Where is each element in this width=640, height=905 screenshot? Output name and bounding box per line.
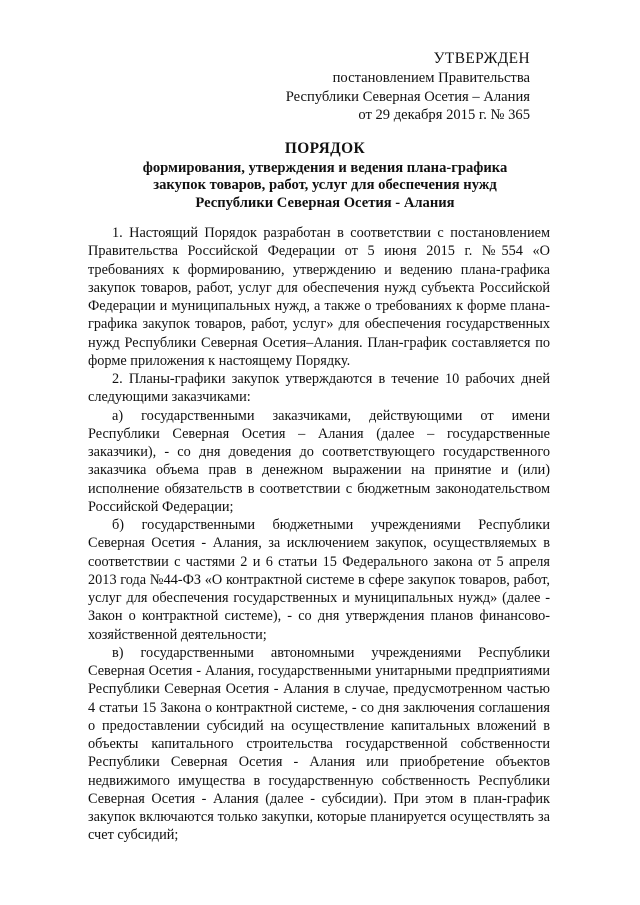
approval-line: Республики Северная Осетия – Алания	[285, 88, 530, 105]
approval-date-line: от 29 декабря 2015 г. № 365	[358, 106, 530, 123]
title-main: ПОРЯДОК	[284, 140, 366, 157]
title-line: закупок товаров, работ, услуг для обеспечения нужд	[153, 177, 497, 194]
title-line: Республики Северная Осетия - Алания	[195, 194, 455, 211]
approval-line: постановлением Правительства	[332, 70, 530, 87]
document-title	[90, 140, 560, 212]
paragraph-1: 1. Настоящий Порядок разработан в соответствии с постановлением Правительства Российской Федерации от 5 июня 2015 г. №554 «О требованиях к формированию, утверждению и ведению плана-графика закупок товаров, работ, услуг для обеспечения нужд субъекта Российской Федерации и муниципальных нужд, а также о требованиях к форме плана-графика закупок товаров, работ, услуг» для обеспечения государственных нужд Республики Северная Осетия–Алания. План-график составляется по форме приложения к настоящему Порядку.	[88, 225, 550, 369]
paragraph-2a: а) государственными заказчиками, действующими от имени Республики Северная Осетия – Алания (далее – государственные заказчики), - со дня доведения до соответствующего государственного заказчика объема прав в денежном выражении на принятие и (или) исполнение обязательств в соответствии с бюджетным законодательством Российской Федерации;	[88, 407, 550, 515]
document-body	[88, 224, 550, 845]
title-line: формирования, утверждения и ведения плана-графика	[142, 159, 508, 176]
paragraph-2b: б) государственными бюджетными учреждениями Республики Северная Осетия - Алания, за исключением закупок, осуществляемых в соответствии с частями 2 и 6 статьи 15 Федерального закона от 5 апреля 2013 года №44-ФЗ «О контрактной системе в сфере закупок товаров, работ, услуг для обеспечения государственных и муниципальных нужд» (далее - Закон о контрактной системе), - со дня утверждения планов финансово-хозяйственной деятельности;	[88, 517, 550, 643]
paragraph-2v: в) государственными автономными учреждениями Республики Северная Осетия - Алания, государственными унитарными предприятиями Республики Северная Осетия - Алания в случае, предусмотренном частью 4 статьи 15 Закона о контрактной системе, - со дня заключения соглашения о предоставлении субсидий на осуществление капитальных вложений в объекты капитального строительства государственной собственности Республики Северная Осетия - Алания или приобретение объектов недвижимого имущества в государственную собственность Республики Северная Осетия - Алания (далее - субсидии). При этом в план-график закупок включаются только закупки, которые планируется осуществлять за счет субсидий;	[88, 644, 550, 844]
approval-status: УТВЕРЖДЕН	[433, 50, 530, 67]
approval-stamp	[230, 50, 530, 124]
paragraph-2: 2. Планы-графики закупок утверждаются в течение 10 рабочих дней следующими заказчиками:	[88, 371, 550, 406]
